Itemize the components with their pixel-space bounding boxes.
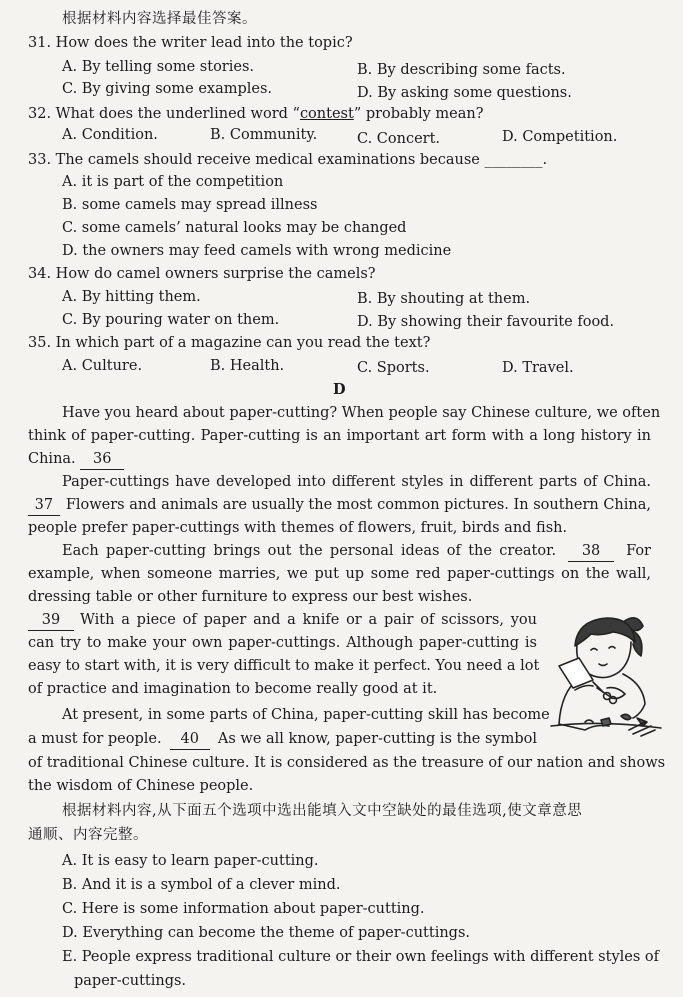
passage-p3-line3: dressing table or other furniture to express our best wishes. — [28, 589, 473, 605]
passage-p1-line1: Have you heard about paper-cutting? When people say Chinese culture, we often — [62, 405, 661, 421]
passage-p2-line3: people prefer paper-cuttings with themes of flowers, fruit, birds and fish. — [28, 520, 568, 536]
passage-p2-line2 — [28, 495, 651, 516]
question-33-option-d[interactable]: D. the owners may feed camels with wrong medicine — [62, 243, 452, 259]
question-32-option-c[interactable]: C. Concert. — [357, 131, 441, 147]
blank-36[interactable]: 36 — [80, 449, 124, 470]
blank-37[interactable]: 37 — [28, 495, 60, 516]
question-31-option-c[interactable]: C. By giving some examples. — [62, 81, 273, 97]
instruction-2-line2: 通顺、内容完整。 — [28, 827, 148, 843]
choice-e-line1[interactable]: E. People express traditional culture or their own feelings with different styles of — [62, 949, 659, 965]
question-34-option-c[interactable]: C. By pouring water on them. — [62, 312, 280, 328]
passage-p3-line1-text: Each paper-cutting brings out the personal ideas of the creator. — [62, 543, 557, 559]
question-35-option-d[interactable]: D. Travel. — [502, 360, 574, 376]
choice-c[interactable]: C. Here is some information about paper-cutting. — [62, 901, 425, 917]
question-31-option-d[interactable]: D. By asking some questions. — [357, 85, 572, 101]
choice-a[interactable]: A. It is easy to learn paper-cutting. — [62, 853, 319, 869]
question-34-option-b[interactable]: B. By shouting at them. — [357, 291, 531, 307]
question-35-option-a[interactable]: A. Culture. — [62, 358, 143, 374]
passage-p5-line3: of traditional Chinese culture. It is considered as the treasure of our nation and shows — [28, 755, 666, 771]
question-33-stem: 33. The camels should receive medical examinations because ________. — [28, 152, 548, 168]
question-32-stem — [28, 104, 484, 124]
passage-p4-line3: easy to start with, it is very difficult to make it perfect. You need a lot — [28, 658, 540, 674]
question-33-option-b[interactable]: B. some camels may spread illness — [62, 197, 318, 213]
question-32-option-d[interactable]: D. Competition. — [502, 129, 618, 145]
passage-p1-line2: think of paper-cutting. Paper-cutting is an important art form with a long history in — [28, 428, 651, 444]
question-35-option-b[interactable]: B. Health. — [210, 358, 285, 374]
question-35-option-c[interactable]: C. Sports. — [357, 360, 430, 376]
question-34-option-d[interactable]: D. By showing their favourite food. — [357, 314, 615, 330]
girl-paper-cutting-illustration — [545, 608, 665, 743]
passage-p5-line1: At present, in some parts of China, paper-cutting skill has become — [62, 707, 550, 723]
question-32-option-a[interactable]: A. Condition. — [62, 127, 158, 143]
blank-40[interactable]: 40 — [170, 729, 210, 750]
question-32-stem-before: 32. What does the underlined word “ — [28, 106, 300, 122]
passage-p3-line1-end: For — [626, 543, 651, 559]
blank-38[interactable]: 38 — [568, 541, 614, 562]
passage-p2-line1: Paper-cuttings have developed into different styles in different parts of China. — [62, 474, 651, 490]
passage-p5-line4: the wisdom of Chinese people. — [28, 778, 254, 794]
instruction-heading: 根据材料内容选择最佳答案。 — [62, 11, 257, 27]
passage-p1-line3 — [28, 449, 124, 470]
passage-p4-line4: of practice and imagination to become really good at it. — [28, 681, 438, 697]
blank-39[interactable]: 39 — [28, 610, 74, 631]
question-31-option-a[interactable]: A. By telling some stories. — [62, 59, 255, 75]
passage-p5-line2-end: As we all know, paper-cutting is the symbol — [217, 731, 537, 747]
passage-p4-line1-text: With a piece of paper and a knife or a pair of scissors, you — [80, 612, 537, 628]
question-33-option-c[interactable]: C. some camels’ natural looks may be changed — [62, 220, 407, 236]
question-32-underlined-word: contest — [299, 106, 354, 122]
passage-p5-line2 — [28, 729, 537, 750]
choice-b[interactable]: B. And it is a symbol of a clever mind. — [62, 877, 341, 893]
passage-p2-line2-text: Flowers and animals are usually the most common pictures. In southern China, — [65, 497, 651, 513]
question-31-stem: 31. How does the writer lead into the topic? — [28, 35, 353, 51]
passage-p4-line2: can try to make your own paper-cuttings. Although paper-cutting is — [28, 635, 537, 651]
question-35-stem: 35. In which part of a magazine can you read the text? — [28, 335, 431, 351]
question-34-stem: 34. How do camel owners surprise the camels? — [28, 266, 376, 282]
question-32-option-b[interactable]: B. Community. — [210, 127, 318, 143]
choice-d[interactable]: D. Everything can become the theme of paper-cuttings. — [62, 925, 470, 941]
question-32-stem-after: ” probably mean? — [353, 106, 484, 122]
choice-e-line2[interactable]: paper-cuttings. — [74, 973, 187, 989]
passage-p4-line1 — [28, 610, 537, 631]
passage-p1-line3-text: China. — [28, 451, 76, 467]
section-title: D — [333, 381, 346, 398]
question-33-option-a[interactable]: A. it is part of the competition — [62, 174, 284, 190]
question-34-option-a[interactable]: A. By hitting them. — [62, 289, 201, 305]
passage-p3-line1 — [62, 541, 651, 562]
passage-p5-line2-start: a must for people. — [28, 731, 162, 747]
instruction-2-line1: 根据材料内容,从下面五个选项中选出能填入文中空缺处的最佳选项,使文章意思 — [62, 803, 583, 819]
question-31-option-b[interactable]: B. By describing some facts. — [357, 62, 566, 78]
passage-p3-line2: example, when someone marries, we put up some red paper-cuttings on the wall, — [28, 566, 651, 582]
